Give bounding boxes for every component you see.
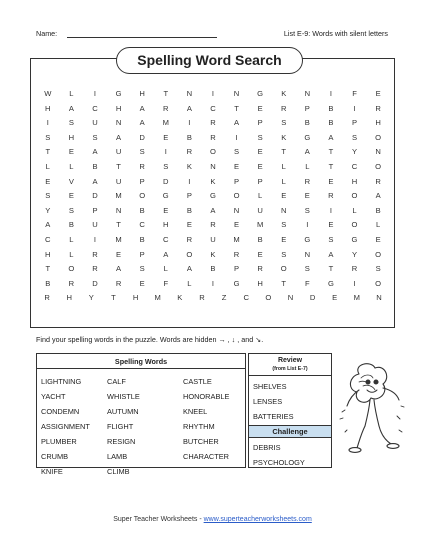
grid-letter: S bbox=[328, 234, 334, 244]
grid-letter: S bbox=[139, 147, 145, 157]
grid-letter: N bbox=[186, 89, 193, 98]
grid-letter: N bbox=[233, 205, 240, 215]
grid-letter: T bbox=[328, 264, 334, 274]
grid-letter: I bbox=[211, 89, 215, 98]
grid-letter: U bbox=[210, 234, 216, 244]
review-word: BATTERIES bbox=[253, 412, 294, 421]
grid-letter: L bbox=[69, 89, 74, 98]
grid-row bbox=[36, 160, 390, 175]
grid-letter: R bbox=[92, 264, 98, 274]
page-title: Spelling Word Search bbox=[116, 47, 303, 74]
grid-letter: T bbox=[45, 264, 51, 274]
grid-letter: C bbox=[45, 234, 51, 244]
grid-letter: A bbox=[163, 249, 169, 259]
challenge-heading: Challenge bbox=[249, 425, 331, 438]
grid-letter: O bbox=[233, 191, 240, 201]
grid-letter: O bbox=[209, 147, 216, 157]
grid-letter: A bbox=[116, 132, 122, 142]
grid-letter: I bbox=[46, 118, 49, 128]
grid-letter: A bbox=[234, 118, 240, 128]
grid-letter: D bbox=[139, 132, 145, 142]
grid-letter: N bbox=[287, 293, 294, 303]
grid-letter: C bbox=[351, 161, 358, 171]
grid-letter: K bbox=[210, 249, 216, 259]
grid-letter: E bbox=[332, 293, 338, 303]
grid-letter: V bbox=[68, 176, 74, 186]
paper-mascot-illustration bbox=[337, 360, 407, 465]
grid-letter: F bbox=[305, 278, 310, 288]
grid-letter: G bbox=[209, 191, 216, 201]
grid-letter: S bbox=[68, 205, 74, 215]
grid-letter: N bbox=[376, 293, 382, 303]
grid-letter: C bbox=[163, 234, 169, 244]
grid-letter: A bbox=[328, 249, 334, 259]
grid-letter: A bbox=[139, 103, 145, 113]
grid-letter: H bbox=[375, 118, 381, 128]
grid-row bbox=[36, 145, 390, 160]
grid-letter: G bbox=[304, 234, 311, 244]
challenge-word: PSYCHOLOGY bbox=[253, 458, 305, 467]
spelling-word: BUTCHER bbox=[183, 437, 219, 446]
grid-letter: P bbox=[139, 249, 145, 259]
grid-letter: F bbox=[352, 89, 357, 98]
grid-letter: M bbox=[115, 191, 122, 201]
grid-letter: T bbox=[116, 161, 121, 171]
spelling-word: RHYTHM bbox=[183, 422, 215, 431]
grid-letter: S bbox=[163, 161, 169, 171]
grid-letter: O bbox=[186, 249, 193, 259]
grid-row bbox=[36, 102, 390, 117]
grid-letter: E bbox=[375, 234, 381, 244]
grid-letter: O bbox=[351, 220, 358, 230]
grid-letter: P bbox=[234, 176, 240, 186]
grid-letter: D bbox=[92, 191, 98, 201]
grid-letter: R bbox=[328, 191, 334, 201]
grid-letter: R bbox=[210, 118, 216, 128]
spelling-words-heading: Spelling Words bbox=[37, 354, 245, 369]
grid-letter: S bbox=[304, 205, 310, 215]
grid-letter: I bbox=[353, 278, 356, 288]
grid-letter: L bbox=[69, 161, 74, 171]
grid-letter: B bbox=[186, 132, 192, 142]
grid-letter: R bbox=[233, 249, 240, 259]
grid-letter: F bbox=[163, 278, 169, 288]
grid-letter: H bbox=[45, 249, 51, 259]
grid-letter: C bbox=[139, 220, 145, 230]
grid-letter: O bbox=[280, 264, 287, 274]
spelling-word: PLUMBER bbox=[41, 437, 77, 446]
grid-letter: T bbox=[116, 220, 121, 230]
grid-letter: G bbox=[327, 278, 334, 288]
grid-letter: P bbox=[234, 264, 240, 274]
grid-row bbox=[36, 175, 390, 190]
grid-letter: T bbox=[111, 293, 116, 303]
grid-letter: A bbox=[210, 205, 216, 215]
grid-row bbox=[36, 218, 390, 233]
grid-letter: E bbox=[375, 89, 381, 98]
grid-letter: S bbox=[92, 132, 98, 142]
grid-letter: G bbox=[351, 234, 358, 244]
challenge-word: DEBRIS bbox=[253, 443, 281, 452]
grid-letter: R bbox=[210, 220, 216, 230]
grid-row bbox=[36, 233, 390, 248]
grid-letter: T bbox=[234, 103, 239, 113]
grid-letter: K bbox=[186, 161, 192, 171]
grid-letter: K bbox=[281, 132, 287, 142]
grid-letter: N bbox=[115, 118, 122, 128]
grid-letter: N bbox=[210, 161, 216, 171]
grid-letter: Y bbox=[88, 293, 94, 303]
name-label: Name: bbox=[36, 29, 58, 38]
grid-letter: R bbox=[186, 147, 193, 157]
grid-letter: I bbox=[93, 89, 97, 98]
grid-letter: G bbox=[257, 89, 264, 98]
spelling-word: HONORABLE bbox=[183, 392, 230, 401]
grid-letter: M bbox=[115, 234, 122, 244]
grid-letter: H bbox=[66, 293, 72, 303]
instructions: Find your spelling words in the puzzle. Words are hidden → , ↓ , and ↘. bbox=[36, 335, 264, 344]
review-word: SHELVES bbox=[253, 382, 287, 391]
grid-row bbox=[36, 277, 390, 292]
grid-letter: E bbox=[234, 220, 240, 230]
spelling-word: CLIMB bbox=[107, 467, 130, 476]
grid-row bbox=[36, 87, 390, 102]
grid-letter: A bbox=[186, 264, 192, 274]
grid-row bbox=[36, 291, 390, 306]
grid-letter: L bbox=[187, 278, 192, 288]
grid-letter: L bbox=[375, 220, 381, 230]
grid-letter: U bbox=[257, 205, 263, 215]
grid-letter: B bbox=[139, 234, 145, 244]
grid-letter: N bbox=[375, 147, 381, 157]
grid-letter: L bbox=[69, 249, 74, 259]
grid-letter: A bbox=[186, 103, 192, 113]
grid-letter: A bbox=[92, 176, 98, 186]
review-heading bbox=[249, 354, 331, 376]
grid-letter: E bbox=[328, 176, 334, 186]
grid-letter: E bbox=[257, 249, 263, 259]
grid-letter: N bbox=[304, 249, 311, 259]
grid-letter: T bbox=[328, 147, 334, 157]
grid-letter: E bbox=[257, 161, 263, 171]
spelling-word: LIGHTNING bbox=[41, 377, 82, 386]
grid-letter: R bbox=[199, 293, 205, 303]
grid-letter: B bbox=[257, 234, 263, 244]
grid-row bbox=[36, 131, 390, 146]
grid-letter: R bbox=[163, 103, 169, 113]
spelling-word: CONDEMN bbox=[41, 407, 80, 416]
grid-letter: P bbox=[186, 191, 192, 201]
grid-letter: T bbox=[281, 147, 287, 157]
grid-letter: R bbox=[68, 278, 75, 288]
name-line bbox=[67, 37, 217, 38]
spelling-word: AUTUMN bbox=[107, 407, 139, 416]
grid-letter: G bbox=[304, 132, 311, 142]
review-word: LENSES bbox=[253, 397, 283, 406]
grid-letter: R bbox=[280, 103, 287, 113]
spelling-word: LAMB bbox=[107, 452, 128, 461]
grid-letter: B bbox=[328, 118, 334, 128]
grid-letter: B bbox=[304, 118, 310, 128]
grid-letter: D bbox=[163, 176, 169, 186]
grid-letter: R bbox=[115, 278, 122, 288]
grid-letter: A bbox=[304, 147, 310, 157]
grid-letter: Z bbox=[221, 293, 227, 303]
grid-letter: L bbox=[281, 161, 286, 171]
grid-letter: G bbox=[233, 278, 240, 288]
grid-letter: P bbox=[351, 118, 358, 128]
grid-letter: R bbox=[375, 103, 381, 113]
grid-letter: T bbox=[163, 89, 169, 98]
grid-letter: H bbox=[257, 278, 263, 288]
grid-letter: L bbox=[258, 191, 263, 201]
grid-letter: P bbox=[92, 205, 98, 215]
grid-letter: E bbox=[304, 191, 310, 201]
grid-letter: B bbox=[186, 205, 192, 215]
grid-letter: I bbox=[93, 234, 97, 244]
grid-letter: H bbox=[115, 103, 122, 113]
grid-row bbox=[36, 116, 390, 131]
grid-letter: R bbox=[351, 264, 358, 274]
letter-grid bbox=[36, 87, 390, 306]
spelling-word: FLIGHT bbox=[107, 422, 134, 431]
grid-letter: P bbox=[257, 118, 263, 128]
grid-letter: O bbox=[139, 191, 146, 201]
grid-letter: E bbox=[186, 220, 192, 230]
grid-row bbox=[36, 262, 390, 277]
grid-letter: S bbox=[281, 220, 287, 230]
spelling-word: CHARACTER bbox=[183, 452, 229, 461]
spelling-word: CRUMB bbox=[41, 452, 69, 461]
grid-letter: N bbox=[233, 89, 240, 98]
grid-letter: B bbox=[328, 103, 334, 113]
review-box bbox=[248, 353, 332, 468]
grid-letter: I bbox=[235, 132, 238, 142]
grid-letter: A bbox=[375, 191, 381, 201]
grid-letter: C bbox=[243, 293, 249, 303]
grid-letter: E bbox=[257, 103, 263, 113]
grid-letter: D bbox=[309, 293, 316, 303]
list-label: List E-9: Words with silent letters bbox=[283, 29, 388, 38]
grid-letter: R bbox=[304, 176, 311, 186]
grid-letter: Y bbox=[351, 249, 358, 259]
grid-letter: Y bbox=[45, 205, 51, 215]
spelling-words-box bbox=[36, 353, 246, 476]
grid-letter: I bbox=[164, 147, 167, 157]
grid-letter: A bbox=[45, 220, 51, 230]
grid-letter: R bbox=[139, 161, 145, 171]
grid-row bbox=[36, 204, 390, 219]
spelling-word: YACHT bbox=[41, 392, 66, 401]
grid-letter: C bbox=[92, 103, 98, 113]
grid-letter: H bbox=[45, 103, 51, 113]
footer-link[interactable]: www.superteacherworksheets.com bbox=[203, 516, 312, 523]
grid-letter: A bbox=[92, 147, 98, 157]
spelling-word: KNIFE bbox=[41, 467, 63, 476]
grid-letter: H bbox=[351, 176, 358, 186]
grid-letter: R bbox=[186, 234, 193, 244]
grid-letter: D bbox=[92, 278, 98, 288]
grid-letter: M bbox=[233, 234, 240, 244]
grid-letter: S bbox=[375, 264, 381, 274]
grid-letter: Y bbox=[351, 147, 358, 157]
grid-letter: P bbox=[257, 176, 263, 186]
grid-letter: S bbox=[257, 132, 263, 142]
grid-letter: L bbox=[45, 161, 50, 171]
grid-letter: M bbox=[353, 293, 360, 303]
grid-letter: S bbox=[281, 118, 287, 128]
spelling-word: CASTLE bbox=[183, 377, 212, 386]
grid-letter: S bbox=[351, 132, 358, 142]
grid-letter: N bbox=[280, 205, 287, 215]
grid-letter: H bbox=[68, 132, 75, 142]
grid-letter: A bbox=[68, 103, 74, 113]
grid-letter: S bbox=[139, 264, 145, 274]
grid-letter: E bbox=[45, 176, 51, 186]
grid-letter: L bbox=[281, 176, 286, 186]
grid-letter: E bbox=[139, 278, 145, 288]
grid-letter: O bbox=[375, 132, 382, 142]
grid-letter: I bbox=[306, 220, 309, 230]
grid-letter: R bbox=[92, 249, 98, 259]
grid-letter: G bbox=[162, 191, 169, 201]
grid-letter: O bbox=[265, 293, 272, 303]
spelling-word: WHISTLE bbox=[107, 392, 140, 401]
grid-letter: U bbox=[115, 147, 122, 157]
grid-letter: T bbox=[281, 278, 287, 288]
grid-letter: E bbox=[281, 234, 287, 244]
grid-letter: E bbox=[281, 191, 287, 201]
grid-letter: B bbox=[45, 278, 51, 288]
grid-letter: E bbox=[68, 147, 74, 157]
grid-letter: T bbox=[328, 161, 334, 171]
grid-letter: I bbox=[353, 103, 356, 113]
grid-letter: O bbox=[68, 264, 75, 274]
grid-letter: M bbox=[162, 118, 169, 128]
footer-prefix: Super Teacher Worksheets - bbox=[113, 516, 204, 523]
grid-letter: R bbox=[375, 176, 381, 186]
grid-letter: A bbox=[139, 118, 145, 128]
grid-letter: G bbox=[115, 89, 122, 98]
grid-letter: N bbox=[304, 89, 311, 98]
grid-row bbox=[36, 248, 390, 263]
grid-letter: T bbox=[45, 147, 51, 157]
grid-letter: E bbox=[116, 249, 122, 259]
grid-letter: K bbox=[281, 89, 287, 98]
grid-letter: S bbox=[281, 249, 287, 259]
grid-letter: B bbox=[139, 205, 145, 215]
grid-letter: E bbox=[163, 205, 169, 215]
grid-letter: E bbox=[257, 147, 263, 157]
grid-letter: E bbox=[163, 132, 169, 142]
grid-letter: B bbox=[210, 264, 216, 274]
grid-letter: O bbox=[375, 249, 382, 259]
grid-letter: S bbox=[234, 147, 240, 157]
spelling-word: RESIGN bbox=[107, 437, 136, 446]
spelling-word: ASSIGNMENT bbox=[41, 422, 90, 431]
grid-letter: B bbox=[92, 161, 98, 171]
grid-letter: I bbox=[188, 118, 191, 128]
grid-letter: H bbox=[139, 89, 145, 98]
grid-letter: E bbox=[328, 220, 334, 230]
grid-letter: K bbox=[210, 176, 216, 186]
grid-letter: M bbox=[256, 220, 264, 230]
grid-letter: B bbox=[68, 220, 74, 230]
grid-letter: I bbox=[329, 89, 332, 98]
grid-letter: I bbox=[329, 205, 332, 215]
grid-letter: O bbox=[351, 191, 358, 201]
spelling-word: KNEEL bbox=[183, 407, 208, 416]
grid-letter: C bbox=[210, 103, 216, 113]
footer bbox=[0, 516, 425, 523]
grid-letter: U bbox=[115, 176, 122, 186]
grid-letter: N bbox=[115, 205, 122, 215]
grid-row bbox=[36, 189, 390, 204]
grid-letter: A bbox=[116, 264, 122, 274]
grid-letter: P bbox=[304, 103, 310, 113]
grid-letter: U bbox=[92, 118, 98, 128]
grid-letter: R bbox=[44, 293, 50, 303]
grid-letter: P bbox=[139, 176, 145, 186]
grid-letter: H bbox=[163, 220, 169, 230]
grid-letter: M bbox=[154, 293, 161, 303]
grid-letter: K bbox=[177, 293, 183, 303]
grid-letter: L bbox=[69, 234, 74, 244]
grid-letter: I bbox=[188, 176, 191, 186]
review-subtitle: (from List E-7) bbox=[272, 366, 308, 372]
grid-letter: A bbox=[328, 132, 334, 142]
grid-letter: E bbox=[234, 161, 240, 171]
grid-letter: B bbox=[375, 205, 381, 215]
spelling-word: CALF bbox=[107, 377, 126, 386]
grid-letter: S bbox=[68, 118, 74, 128]
grid-letter: L bbox=[352, 205, 357, 215]
review-title: Review bbox=[277, 357, 303, 364]
grid-letter: E bbox=[68, 191, 74, 201]
grid-letter: S bbox=[45, 191, 51, 201]
grid-letter: L bbox=[163, 264, 168, 274]
grid-letter: W bbox=[44, 89, 52, 98]
grid-letter: U bbox=[92, 220, 98, 230]
grid-letter: L bbox=[305, 161, 310, 171]
grid-letter: I bbox=[211, 278, 215, 288]
grid-letter: R bbox=[257, 264, 263, 274]
grid-letter: O bbox=[375, 161, 382, 171]
grid-letter: H bbox=[132, 293, 139, 303]
grid-letter: S bbox=[45, 132, 51, 142]
grid-letter: R bbox=[210, 132, 216, 142]
grid-letter: S bbox=[304, 264, 310, 274]
grid-letter: O bbox=[375, 278, 382, 288]
